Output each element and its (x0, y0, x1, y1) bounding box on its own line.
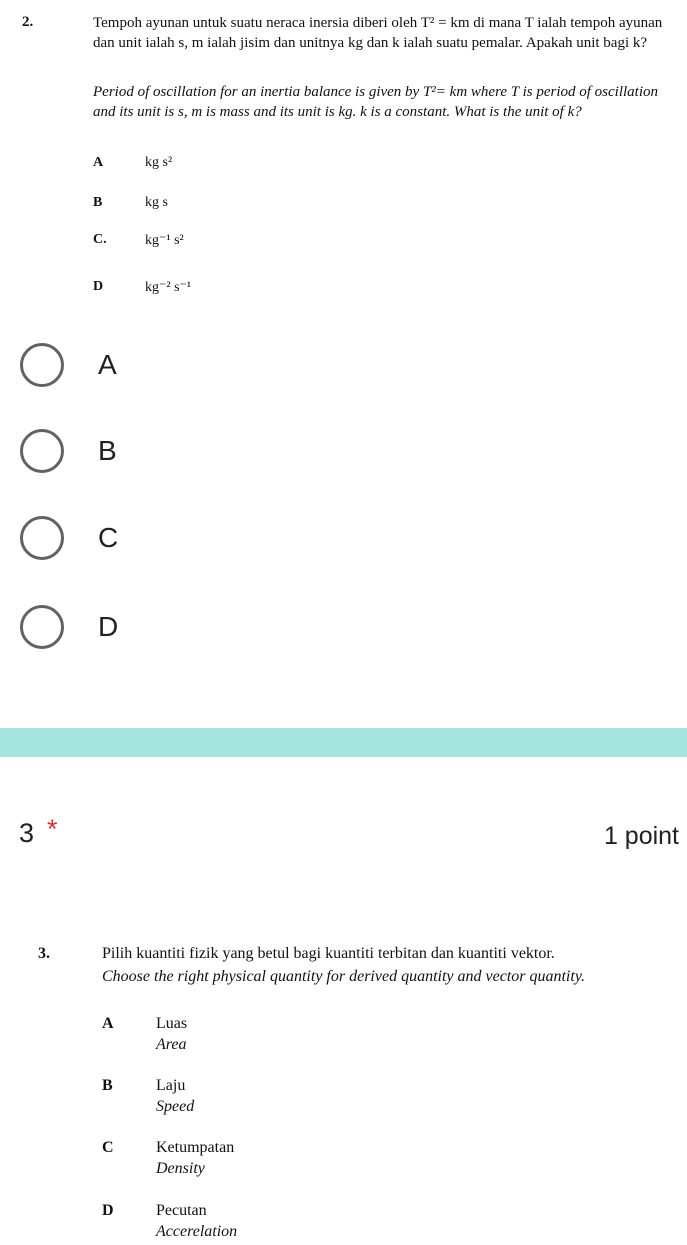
option-letter: C. (93, 232, 107, 247)
choice-label: B (98, 435, 117, 466)
option-text-english: Density (156, 1160, 205, 1177)
option-letter: A (93, 155, 104, 170)
required-asterisk: * (47, 814, 58, 844)
choice-label: C (98, 522, 119, 553)
choice-a[interactable] (20, 342, 117, 388)
question-3-image (0, 930, 687, 1245)
question-text-english: Choose the right physical quantity for derived quantity and vector quantity. (102, 968, 586, 985)
choice-b[interactable] (20, 428, 117, 474)
option-text-malay: Ketumpatan (156, 1139, 235, 1156)
option-text-english: Speed (156, 1098, 195, 1115)
question-text-malay: Tempoh ayunan untuk suatu neraca inersia diberi oleh T² = km di mana T ialah tempoh ayunan dan unit ialah s, m ialah jisim dan unitnya kg dan k ialah suatu pemalar. Apakah unit bagi k? (93, 15, 663, 51)
option-text-malay: Laju (156, 1077, 186, 1094)
option-letter: B (102, 1077, 113, 1094)
choice-d[interactable] (20, 604, 118, 650)
option-letter: D (93, 279, 104, 294)
choice-label: A (98, 349, 117, 380)
question-text-english: Period of oscillation for an inertia balance is given by T²= km where T is period of oscillation and its unit is s, m is mass and its unit is kg. k is a constant. What is the unit of k? (93, 84, 658, 120)
radio-button-icon[interactable] (20, 605, 64, 649)
question-2-image (0, 0, 687, 310)
option-text-malay: Pecutan (156, 1202, 207, 1219)
option-letter: A (102, 1015, 114, 1032)
option-value: kg s (145, 195, 168, 210)
choice-label: D (98, 611, 119, 642)
option-text-english: Area (156, 1036, 187, 1053)
section-separator (0, 728, 687, 757)
option-value: kg s² (145, 155, 173, 170)
option-value: kg⁻² s⁻¹ (145, 280, 192, 295)
option-text-malay: Luas (156, 1015, 188, 1032)
question-3-number: 3 (19, 818, 35, 848)
question-points: 1 point (603, 822, 679, 850)
option-letter: B (93, 195, 103, 210)
option-letter: C (102, 1139, 114, 1156)
question-text-malay: Pilih kuantiti fizik yang betul bagi kuantiti terbitan dan kuantiti vektor. (102, 945, 555, 962)
radio-button-icon[interactable] (20, 343, 64, 387)
question-number: 3. (38, 945, 50, 962)
option-value: kg⁻¹ s² (145, 233, 184, 248)
option-letter: D (102, 1202, 114, 1219)
question-number: 2. (22, 14, 34, 30)
choice-c[interactable] (20, 515, 118, 561)
radio-button-icon[interactable] (20, 429, 64, 473)
radio-button-icon[interactable] (20, 516, 64, 560)
option-text-english: Accerelation (156, 1223, 238, 1240)
